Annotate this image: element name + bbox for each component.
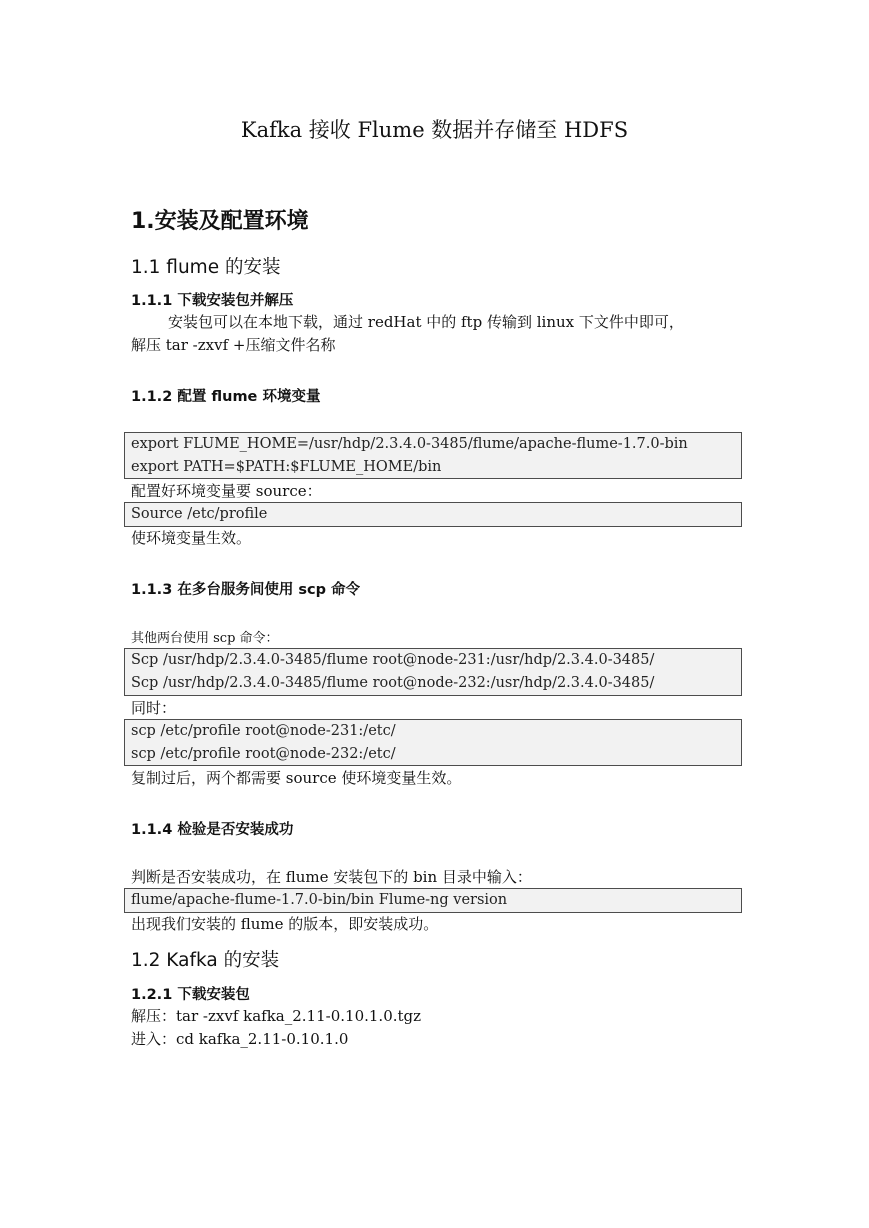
section-1-1-heading: 1.1 flume 的安装 (131, 257, 281, 278)
code-line: Scp /usr/hdp/2.3.4.0-3485/flume root@node-232:/usr/hdp/2.3.4.0-3485/ (131, 675, 655, 691)
code-line: scp /etc/profile root@node-231:/etc/ (131, 723, 396, 739)
section-1-1-1-heading: 1.1.1 下载安装包并解压 (131, 293, 294, 309)
code-line: Scp /usr/hdp/2.3.4.0-3485/flume root@node-231:/usr/hdp/2.3.4.0-3485/ (131, 652, 655, 668)
code-line: export PATH=$PATH:$FLUME_HOME/bin (131, 459, 442, 475)
paragraph-line: 进入：cd kafka_2.11-0.10.1.0 (131, 1030, 349, 1048)
section-1-1-3-heading: 1.1.3 在多台服务间使用 scp 命令 (131, 582, 361, 598)
paragraph-line: 安装包可以在本地下载，通过 redHat 中的 ftp 传输到 linux 下文件中即可， (168, 313, 684, 331)
section-1-2-1-heading: 1.2.1 下载安装包 (131, 987, 250, 1003)
section-1-1-4-heading: 1.1.4 检验是否安装成功 (131, 822, 294, 838)
intro-text: 其他两台使用 scp 命令： (131, 631, 279, 646)
intro-text: 判断是否安装成功，在 flume 安装包下的 bin 目录中输入： (131, 868, 532, 886)
note-text: 复制过后，两个都需要 source 使环境变量生效。 (131, 769, 462, 787)
code-block (124, 888, 742, 913)
code-line: Source /etc/profile (131, 506, 268, 522)
section-1-1-2-heading: 1.1.2 配置 flume 环境变量 (131, 389, 321, 405)
note-text: 同时： (131, 699, 177, 717)
section-1-heading: 1.安装及配置环境 (131, 209, 309, 234)
code-block (124, 502, 742, 527)
section-1-2-heading: 1.2 Kafka 的安装 (131, 950, 280, 971)
code-block (124, 719, 742, 766)
note-text: 配置好环境变量要 source： (131, 482, 322, 500)
document-title: Kafka 接收 Flume 数据并存储至 HDFS (240, 118, 629, 142)
code-line: flume/apache-flume-1.7.0-bin/bin Flume-ng version (131, 892, 508, 908)
code-line: export FLUME_HOME=/usr/hdp/2.3.4.0-3485/flume/apache-flume-1.7.0-bin (131, 436, 688, 452)
paragraph-line: 解压：tar -zxvf kafka_2.11-0.10.1.0.tgz (131, 1007, 422, 1025)
note-text: 出现我们安装的 flume 的版本，即安装成功。 (131, 915, 439, 933)
code-block (124, 432, 742, 479)
code-line: scp /etc/profile root@node-232:/etc/ (131, 746, 396, 762)
note-text: 使环境变量生效。 (131, 529, 252, 547)
code-block (124, 648, 742, 696)
paragraph-line: 解压 tar -zxvf +压缩文件名称 (131, 336, 336, 354)
